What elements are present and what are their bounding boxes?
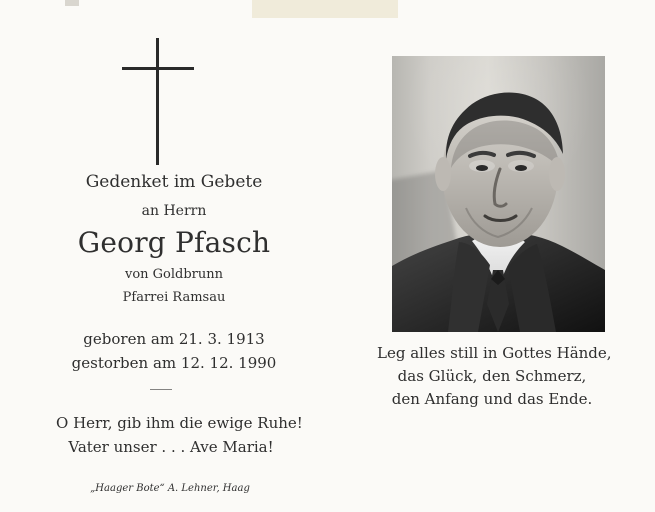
salutation: an Herrn (141, 203, 207, 219)
parish: Pfarrei Ramsau (122, 290, 226, 305)
verse-line: das Glück, den Schmerz, (397, 367, 587, 385)
verse-line: den Anfang und das Ende. (391, 390, 593, 408)
printer-credit: „Haager Bote“ A. Lehner, Haag (90, 483, 250, 494)
divider (150, 389, 172, 390)
memorial-heading: Gedenket im Gebete (85, 172, 263, 192)
cross-icon (122, 67, 194, 70)
man-portrait (392, 56, 605, 332)
portrait-photo (392, 56, 605, 332)
origin: von Goldbrunn (124, 267, 224, 282)
paper-mark (65, 0, 79, 6)
deceased-name: Georg Pfasch (77, 226, 271, 259)
paper-tape (252, 0, 398, 18)
death-date: gestorben am 12. 12. 1990 (71, 354, 277, 372)
prayer-line: O Herr, gib ihm die ewige Ruhe! (56, 414, 303, 432)
verse-line: Leg alles still in Gottes Hände, (377, 344, 612, 362)
birth-date: geboren am 21. 3. 1913 (83, 330, 265, 348)
prayer-line: Vater unser . . . Ave Maria! (68, 438, 274, 456)
cross-icon (156, 38, 159, 165)
